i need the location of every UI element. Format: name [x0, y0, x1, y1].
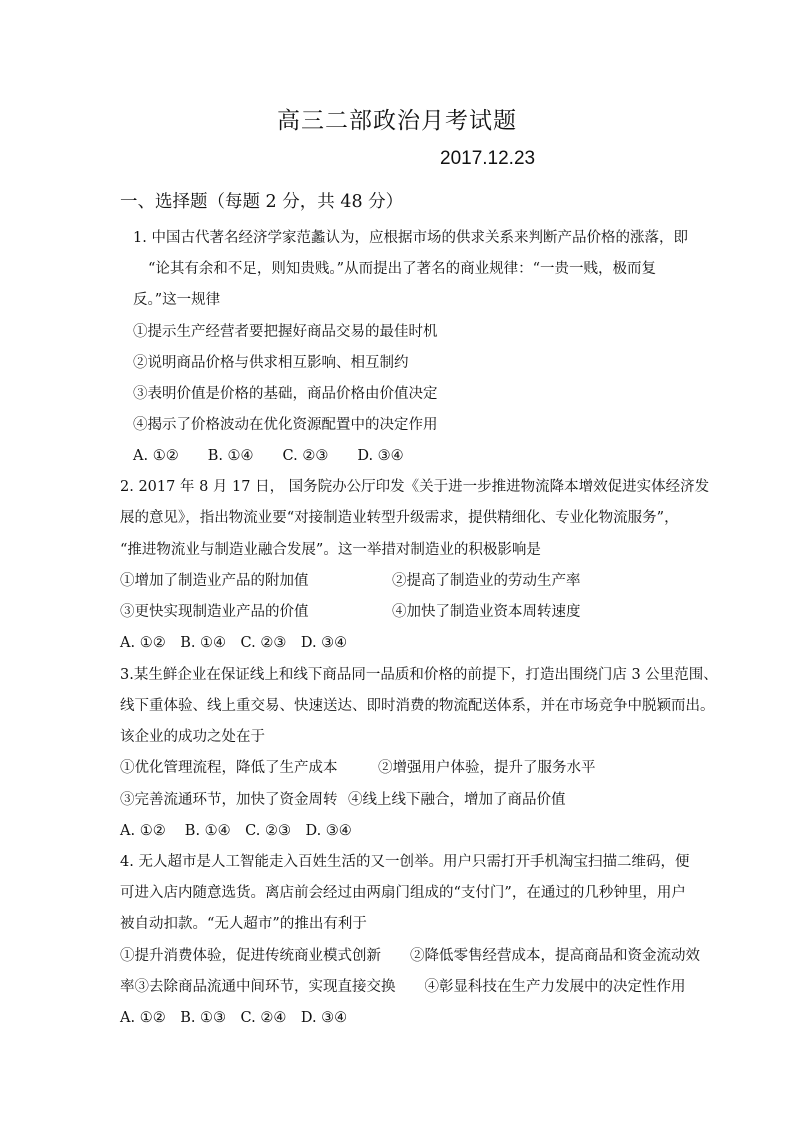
question-1-option: ④揭示了价格波动在优化资源配置中的决定作用: [133, 417, 438, 433]
question-3-stem-line: 3.某生鲜企业在保证线上和线下商品同一品质和价格的前提下，打造出围绕门店 3 公里范围、: [120, 667, 718, 683]
question-4-answer-choices: A. ①② B. ①③ C. ②④ D. ③④: [120, 1010, 348, 1026]
question-1-stem-line: 1. 中国古代著名经济学家范蠡认为，应根据市场的供求关系来判断产品价格的涨落，即: [133, 230, 688, 246]
exam-date: 2017.12.23: [440, 148, 536, 169]
question-2-stem-line: 2. 2017 年 8 月 17 日， 国务院办公厅印发《关于进一步推进物流降本增效促进实体经济发: [120, 479, 710, 495]
question-1-stem-line: 反。”这一规律: [133, 292, 221, 308]
question-4-stem-line: 4. 无人超市是人工智能走入百姓生活的又一创举。用户只需打开手机淘宝扫描二维码，便: [120, 854, 690, 870]
question-2-option: ④加快了制造业资本周转速度: [392, 604, 581, 620]
question-2-option: ①增加了制造业产品的附加值: [120, 573, 309, 589]
question-3-option: ④线上线下融合，增加了商品价值: [348, 792, 566, 808]
question-2-stem-line: “推进物流业与制造业融合发展”。这一举措对制造业的积极影响是: [120, 542, 541, 558]
question-3-option: ①优化管理流程，降低了生产成本: [120, 760, 338, 776]
question-2-option: ③更快实现制造业产品的价值: [120, 604, 309, 620]
section-heading: 一、选择题（每题 2 分，共 48 分）: [120, 192, 404, 212]
question-4-options-line: ①提升消费体验，促进传统商业模式创新 ②降低零售经营成本，提高商品和资金流动效: [120, 948, 700, 964]
question-1-answer-choices: A. ①② B. ①④ C. ②③ D. ③④: [133, 448, 404, 464]
question-1-option: ①提示生产经营者要把握好商品交易的最佳时机: [133, 324, 438, 340]
question-1-option: ③表明价值是价格的基础，商品价格由价值决定: [133, 386, 438, 402]
question-3-option: ③完善流通环节，加快了资金周转: [120, 792, 338, 808]
question-3-answer-choices: A. ①② B. ①④ C. ②③ D. ③④: [120, 823, 352, 839]
question-3-stem-line: 线下重体验、线上重交易、快速送达、即时消费的物流配送体系，并在市场竞争中脱颖而出。: [120, 698, 715, 714]
question-3-stem-line: 该企业的成功之处在于: [120, 729, 265, 745]
question-4-stem-line: 被自动扣款。“无人超市”的推出有利于: [120, 916, 367, 932]
question-3-option: ②增强用户体验，提升了服务水平: [378, 760, 596, 776]
question-2-answer-choices: A. ①② B. ①④ C. ②③ D. ③④: [120, 635, 348, 651]
question-4-stem-line: 可进入店内随意选货。离店前会经过由两扇门组成的“支付门”，在通过的几秒钟里，用户: [120, 885, 686, 901]
question-1-stem-line: “论其有余和不足，则知贵贱。”从而提出了著名的商业规律：“一贵一贱，极而复: [148, 261, 656, 277]
question-2-option: ②提高了制造业的劳动生产率: [392, 573, 581, 589]
question-4-options-line: 率③去除商品流通中间环节，实现直接交换 ④彰显科技在生产力发展中的决定性作用: [120, 979, 686, 995]
question-1-option: ②说明商品价格与供求相互影响、相互制约: [133, 355, 409, 371]
question-2-stem-line: 展的意见》，指出物流业要“对接制造业转型升级需求，提供精细化、专业化物流服务”，: [120, 510, 679, 526]
page-title: 高三二部政治月考试题: [277, 108, 517, 134]
